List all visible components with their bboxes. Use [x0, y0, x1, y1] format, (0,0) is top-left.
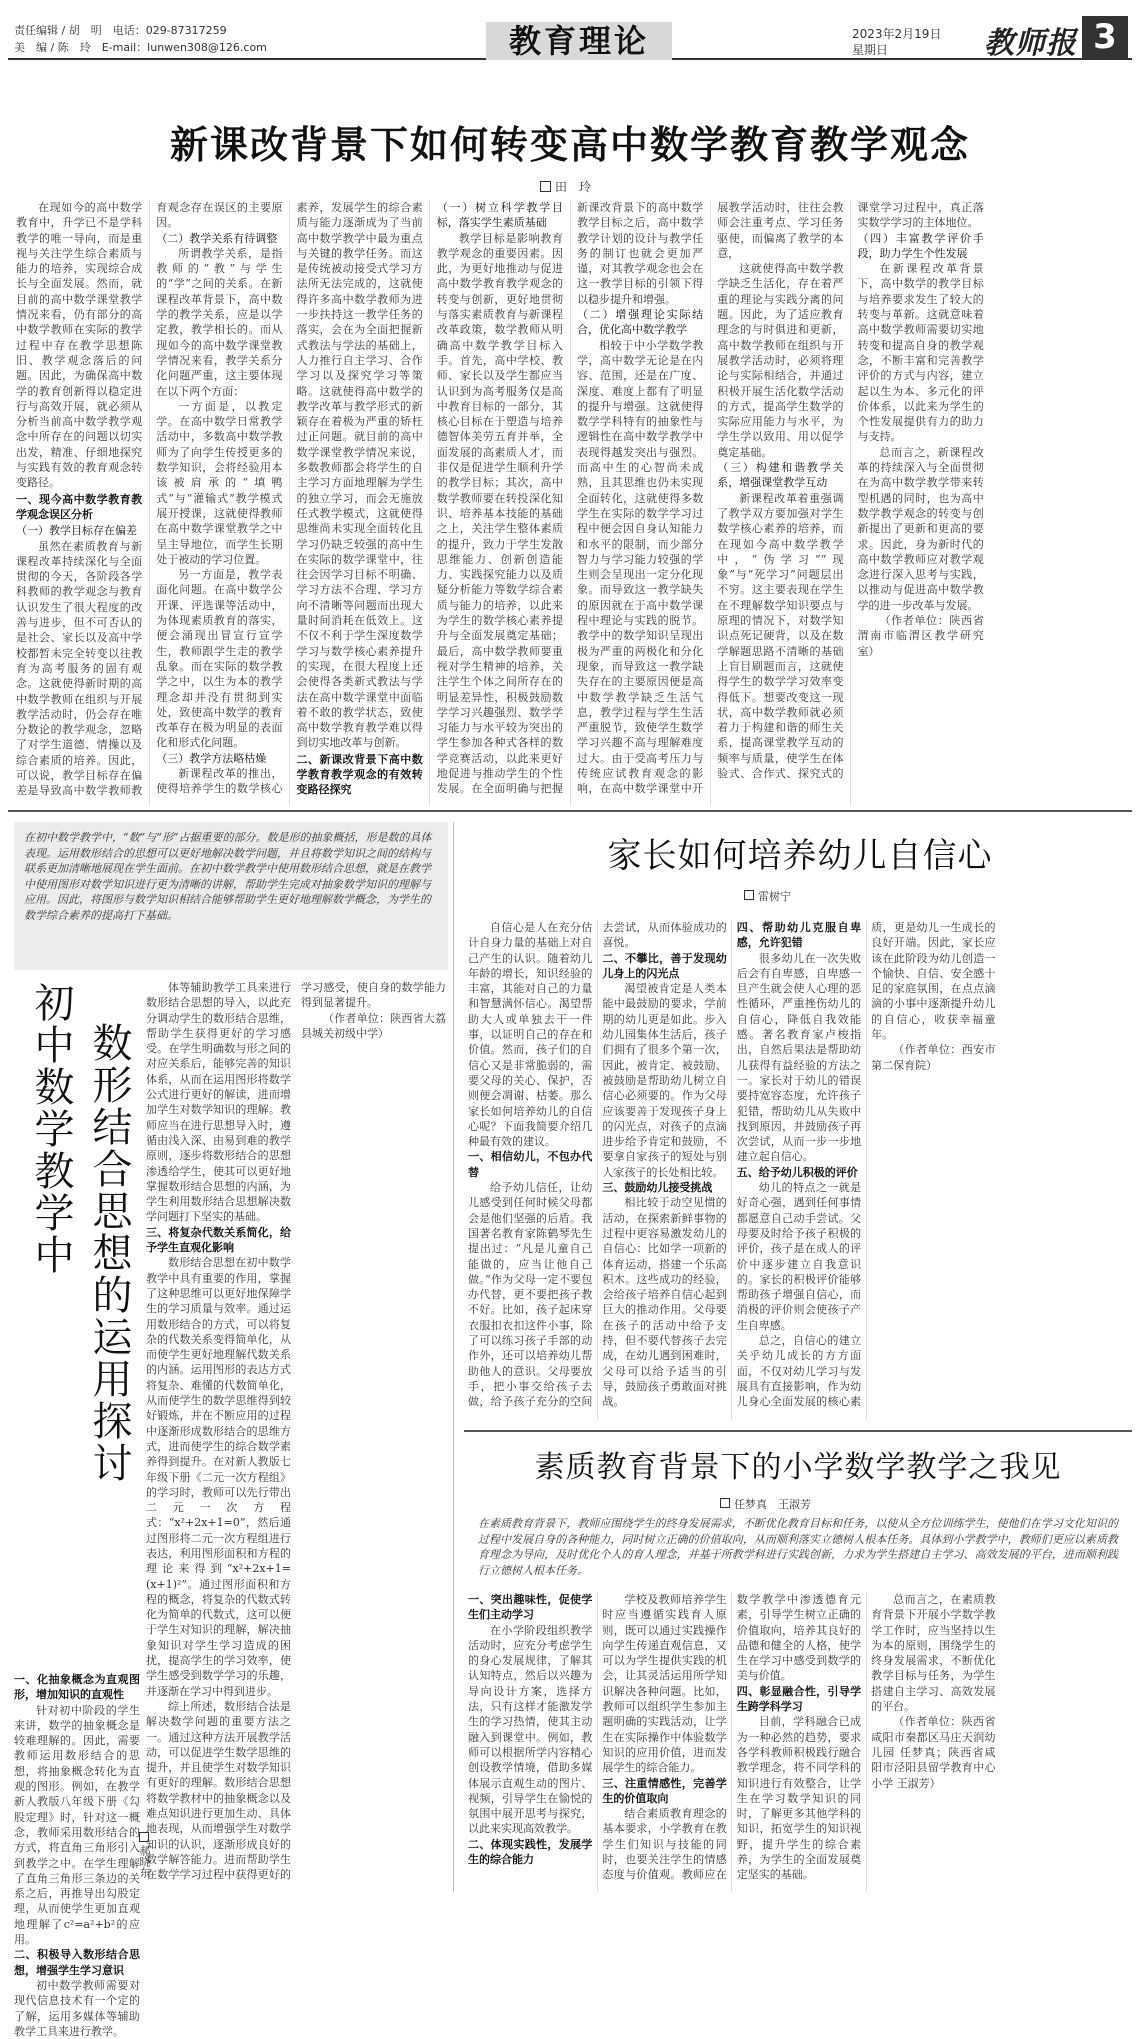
- article2-body: [146, 980, 446, 1886]
- author-affiliation: （作者单位：陕西省渭南市临渭区教学研究室）: [857, 614, 984, 658]
- paragraph: 针对初中阶段的学生来讲，数学的抽象概念是较难理解的。因此，需要教师运用数形结合的思想，将抽象概念转化为直观的图形。例如，在教学新人教版八年级下册《勾股定理》时，针对这一概念，教师采用数形结合的方式，将直角三角形引入到教学之中。在学生理解了直角三角形三条边的关系之后，再推导出勾股定理，从而使学生更加直观地理解了c²=a²+b²的应用。: [14, 1703, 140, 1947]
- paragraph: 教学目标是影响教育教学观念的重要因素。因此，为更好地推动与促进高中数学教育教学观念的转变与创新，更好地贯彻与落实素质教育与新课程改革政策，数学教师从明确高中数学教学目标入手。首先，高中学校、教师、家长以及学生都应当认识到为高考服务仅是高中教育目标的一部分，其核心目标在于塑造与培养德智体美劳五育并举，全面发展的高素质人才，而非仅是促进学生顺利升学的教学目标；其次，高中数学教师要在转投深化知识、培养基本技能的基础之上，关注学生整体素质的提升，致力于学生发散思维能力、创新创造能力、实践探究能力以及质疑分析能力等数学综合素质与能力的培养，以此来为学生的数学核心素养提升与全面发展奠定基础；最后，高中数学教师要重视对学生精神的培养，关注学生个体之间所存在的明显差异性，积极鼓励数学学习兴趣强烈、数学学习能力与水平较为突出的学生参加各种式各样的数学竞赛活动，以此来更好地促进与推动学生的个性发展。在全面明确与把握新课改背景下的高中数学教学目标之后，高中数学教学计划的设计与教学任务的制订也就会更加严谨，对其教学观念也会在这一教学目标的引领下得以稳步提升和增强。: [436, 201, 704, 796]
- section-heading: 二、不攀比，善于发现幼儿身上的闪光点: [602, 951, 727, 980]
- article2-author: 郝晓东: [136, 1832, 152, 1878]
- paragraph: 虽然在素质教育与新课程改革持续深化与全面贯彻的今天，各阶段各学科教师的教学观念与教育认识发生了很大程度的改善与进步，但不可否认的是社会、家长以及高中学校都暂未完全转变以往教育为高考服务的固有观念。这就使得新时期的高中数学教师在组织与开展教学活动时，仍会存在唯分数论的教学观念，忽略了对学生道德、情操以及综合素质的培养。因此，可以说，教学目标存在偏差是导致高中数学教师教育观念存在误区的主要原因。: [16, 201, 283, 798]
- article3-author: 雷树宁: [744, 888, 791, 904]
- section-heading: 一、现今高中数学教育教学观念误区分析: [16, 492, 143, 521]
- section-heading: 四、帮助幼儿克服自卑感，允许犯错: [736, 921, 862, 950]
- section-heading: 一、相信幼儿，不包办代替: [468, 1150, 593, 1179]
- paragraph: 一方面是，以教定学。在高中数学日常教学活动中，多数高中数学教师为了向学生传授更多的数学知识，会将经验用本该被肩承的“填鸭式”与“灌输式”教学模式展开授课，这就使得教师在高中数学课堂教学之中呈主导地位，而学生长期处于被动的学习位置。: [156, 399, 283, 566]
- section-heading: 二、积极导入数形结合思想，增强学生学习意识: [14, 1948, 140, 1977]
- newspaper-logo: 教师报: [984, 26, 1077, 61]
- paragraph: 渴望被肯定是人类本能中最鼓励的要求，学前期的幼儿更是如此。步入幼儿园集体生活后，孩子们拥有了很多个第一次，因此，被肯定、被鼓励、被鼓励是帮助幼儿树立自信心必须要的。作为父母应该要善于发现孩子身上的闪光点，对孩子的点滴进步给予肯定和鼓励，不要拿自家孩子的短处与别人家孩子的长处相比较。: [602, 982, 727, 1179]
- article3-body: [468, 920, 1130, 1420]
- article4-divider: [464, 1430, 1132, 1432]
- subsection-heading: （一）树立科学教学目标，落实学生素质基础: [436, 201, 563, 230]
- section-heading: 一、突出趣味性，促使学生们主动学习: [468, 1593, 593, 1622]
- date-text: 2023年2月19日: [852, 27, 942, 41]
- section-heading: 五、给予幼儿积极的评价: [736, 1165, 858, 1179]
- paragraph: 很多幼儿在一次失败后会有自卑感，自卑感一旦产生就会使人心理的恶性循环，严重挫伤幼儿的自信心，降低自我效能感。著名教育家卢梭指出，自然后果法是帮助幼儿获得有益经验的方法之一。家长对于幼儿的错误要持宽容态度，允许孩子犯错，帮助幼儿从失败中找到原因，并鼓励孩子再次尝试，从而一步一步地建立起自信心。: [736, 951, 862, 1164]
- paragraph: 在新课程改革背景下，高中数学的教学目标与培养要求发生了较大的转变与革新。这就意味着高中数学教师需要切实地转变和提高自身的教学观念，不断丰富和完善教学评价的方式与内容，建立起以生为本、多元化的评价体系，以此来为学生的个性发展提供有力的助力与支持。: [857, 262, 984, 444]
- article2-title-line1: 初中数学教学中: [28, 982, 74, 1276]
- paragraph: 结合素质教育理念的基本要求，小学教育在教学生们知识与技能的同时，也要关注学生的情感态度与价值观。教师应在数学教学中渗透德育元素，引导学生树立正确的价值取向，培养其良好的品德和健全的人格，使学生在学习中感受到数学的美与价值。: [602, 1593, 862, 1882]
- paragraph: 另一方面是，教学表面化问题。在高中数学公开课、评选课等活动中，为体现素质教育的落实，便会涌现出冒宣行宣学生，教师跟学生走的教学乱象。而在实际的数学教学之中，以生为本的教学理念却并没有贯彻到实处，致使高中数学的教育改革存在极为明显的表面化和形式化问题。: [156, 568, 283, 750]
- author-affiliation: （作者单位：陕西省大荔县城关初级中学）: [301, 1011, 446, 1040]
- section-divider: [8, 810, 1132, 812]
- author-affiliation: （作者单位：西安市第二保育院）: [871, 1043, 996, 1072]
- article1-author: 田 玲: [540, 178, 591, 195]
- paragraph: 新课程改革的推出，使得培养学生的数学核心素养，发展学生的综合素质与能力逐渐成为了当前高中数学教学中最为重点与关键的教学任务。而这是传统被动接受式学习方法所无法完成的，这就使得许多高中数学教师为进一步扶持这一教学任务的落实，会在为全面把握新式教法与学法的基础上，人力推行自主学习、合作学习以及探究学习等策略。这就使得高中数学的教学改革与教学形式的新颖存在着极为严重的矫枉过正问题。就目前的高中数学课堂教学情况来说，多数教师都会将学生的自主学习方面地理解为学生的独立学习，而会无施放任式教学模式，这就使得思维尚未实现全面转化且学习仍缺乏较强的高中生在实际的数学课堂中，往往会因学习目标不明确、学习方法不合理、学习方向不清晰等问题而出现大量时间消耗在低效上。这不仅不利于学生深度数学学习与数学核心素养提升的实现，在很大程度上还会使得各类新式教法与学法在高中数学课堂中面临着不敢的教学状态，致使高中数学教育教学难以得到切实地改革与创新。: [156, 201, 423, 796]
- article2-title-line2: 数形结合思想的运用探讨: [86, 1022, 132, 1484]
- subsection-heading: （二）教学关系有待调整: [156, 231, 278, 245]
- paragraph: 新课程改革着重强调了教学双方要加强对学生数学核心素养的培养，而在现如今高中数学教学中，“伪学习”“现象”与“死学习”问题层出不穷。这主要表现在学生在不理解数学知识要点与原理的情况下，对数学知识点死记硬背，以及在数学解题思路不清晰的基础上盲目刷题而言，这就使得学生的数学学习效率变得低下。想要改变这一现状，高中数学教师就必须着力于构建和谐的师生关系，提高课堂教学互动的频率与质量，使学生在体验式、合作式、探究式的课堂学习过程中，真正落实数学学习的主体地位。: [717, 201, 984, 780]
- paragraph: 数形结合思想在初中数学教学中具有重要的作用，掌握了这种思维可以更好地保障学生的学习质量与效率。通过运用数形结合的方式，可以将复杂的代数关系变得简单化，从而使学生更好地理解代数关系的内涵。运用图形的表达方式将复杂、难懂的代数简单化，从而使学生的数学思维得到较好锻炼，并在不断应用的过程中逐渐形成数形结合的思维方式，进而使学生的综合数学素养得到提升。在对新人教版七年级下册《二元一次方程组》的学习时，教师可以先行带出二元一次方程式：“x²+2x+1=0”，然后通过图形将二元一次方程组进行表达，利用图形面积和方程的理论来得到“x²+2x+1=(x+1)²”。通过图形面积和方程的概念，将复杂的代数式转化为简单的代数式，这可以便于学生对知识的理解，解决抽象知识对学生学习造成的困扰，提高学生的学习效率，使学生感受到数学学习的乐趣，并逐渐在学习中得到进步。: [146, 1256, 291, 1698]
- article3-title: 家长如何培养幼儿自信心: [607, 836, 993, 876]
- article4-author: 任梦真 王淑芳: [720, 1496, 811, 1512]
- article1-title: 新课改背景下如何转变高中数学教育教学观念: [169, 123, 970, 167]
- issue-date: [852, 26, 941, 58]
- subsection-heading: （四）丰富教学评价手段，助力学生个性发展: [857, 231, 984, 260]
- paragraph: 给予幼儿信任，让幼儿感受到任何时候父母都会是他们坚强的后盾。我国著名教育家陈鹤琴先生提出过：“凡是儿童自己能做的，应当让他自己做。”作为父母一定不要包办代替，更不要把孩子教不好。比如，孩子起床穿衣服扣衣扣这件小事，除了可以练习孩子手部的动作外，还可以培养幼儿帮助他人的意识。父母要放手，把小事交给孩子去做，给予孩子充分的空间去尝试，从而体验成功的喜悦。: [468, 921, 727, 1409]
- article2-abstract: 在初中数学教学中，“数”与“形”占据重要的部分。数是形的抽象概括，形是数的具体表现。运用数形结合的思想可以更好地解决数学问题，并且将数学知识之间的结构与联系更加清晰地展现在学生面前。在初中数学教学中使用数形结合思想，就是在教学中使用图形对数学知识进行更为清晰的讲解，帮助学生完成对抽象数学知识的理解与应用。因此，将图形与数学知识相结合能够帮助学生更好地理解数学概念，为学生的数学综合素养的提高打下基础。: [14, 822, 448, 970]
- editor-line: 责任编辑 / 胡 明 电话：029-87317259: [14, 24, 227, 37]
- article2: [14, 822, 454, 2038]
- paragraph: 总而言之，新课程改革的持续深入与全面贯彻在为高中数学教学带来转型机遇的同时，也为高中数学教学观念的转变与创新提出了更新和更高的要求。因此，身为新时代的高中数学教师应对教学观念进行深入思考与实践，以推动与促进高中数学教学的进一步改革与发展。: [857, 445, 984, 612]
- paragraph: 目前，学科融合已成为一种必然的趋势，要求各学科教师积极践行融合教学理念，将不同学科的知识进行有效整合，让学生在学习数学知识的同时，了解更多其他学科的知识，拓宽学生的知识视野，提升学生的综合素养，为学生的全面发展奠定坚实的基础。: [736, 1715, 862, 1882]
- editor-info: [14, 22, 267, 56]
- section-heading: 三、鼓励幼儿接受挑战: [602, 1181, 713, 1195]
- article1-body: [16, 200, 1124, 806]
- section-heading: 三、注重情感性，完善学生的价值取向: [602, 1776, 727, 1805]
- author-affiliation: （作者单位：陕西省咸阳市秦都区马庄天润幼儿园 任梦真；陕西省咸阳市泾阳县留学教育中心小学 王淑芳）: [871, 1715, 996, 1790]
- paragraph: 相较于中小学数学教学，高中数学无论是在内容、范围，还是在广度、深度、难度上都有了明显的提升与增强。这就使得数学学科特有的抽象性与逻辑性在高中数学教学中表现得越发突出与强烈。而高中生的心智尚未成熟，且其思维也仍未实现全面转化，这就使得多数学生在实际的数学学习过程中便会因自身认知能力和水平的限制，而少部分智力与学习能力较强的学生则会呈现出一定分化现象。而导致这一教学缺失的原因就在于高中数学课程中理论与实践的脱节。教学中的数学知识呈现出极为严重的两极化和分化现象，而导致这一教学缺失存在的主要原因便是高中数学教学缺乏生活气息，教学过程与学生生活严重脱节，致使学生数学学习兴趣不高与理解难度过大。由于受高考压力与传统应试教育观念的影响，在高中数学课堂中开展教学活动时，往往会教师会注重考点、学习任务驱使，而偏离了教学的本意，: [577, 201, 844, 796]
- section-title: 教育理论: [486, 22, 672, 60]
- subsection-heading: （三）构建和谐教学关系，增强课堂教学互动: [717, 461, 844, 490]
- paragraph: 在小学阶段组织教学活动时，应充分考虑学生的身心发展规律，了解其认知特点，然后以兴趣为导向设计方案，选择方法，只有这样才能激发学生的学习热情，使其主动融入到课堂中。例如，教师可以根据所学内容精心创设教学情境，借助多媒体展示直观生动的图片、视频，引导学生在愉悦的氛围中展开思考与探究，以此来实现高效教学。: [468, 1623, 593, 1836]
- section-heading: 一、化抽象概念为直观图形，增加知识的直观性: [14, 1673, 140, 1702]
- subsection-heading: （三）教学方法略枯燥: [156, 751, 267, 765]
- paragraph: 这就使得高中数学教学缺乏生活化，存在着严重的理论与实践分离的问题。因此，为了适应教育理念的与时俱进和更新，高中数学教师在组织与开展教学活动时，必须将理论与实际相结合，并通过积极开展生活化数学活动的方式，提高学生数学的实际应用能力与水平，为学生学以致用、用以促学奠定基础。: [717, 262, 844, 459]
- paragraph: 幼儿的特点之一就是好奇心强，遇到任何事情都愿意自己动手尝试。父母要及时给予孩子积极的评价，孩子是在成人的评价中逐步建立自我意识的。家长的积极评价能够帮助孩子增强自信心，而消极的评价则会使孩子产生自卑感。: [736, 1181, 862, 1332]
- article2-body-left: [14, 1672, 140, 2038]
- paragraph: 学校及教师培养学生时应当遵循实践育人原则，既可以通过实践操作向学生传递直观信息，又可以为学生提供实践的机会，让其灵活运用所学知识解决各种问题。比如，教师可以组织学生参加主题明确的实践活动，让学生在实际操作中体验数学知识的应用价值，进而发展学生的综合能力。: [602, 1593, 727, 1775]
- paragraph: 所谓教学关系，是指教师的“教”与学生的“学”之间的关系。在新课程改革背景下，高中数学的教学关系，应是以学定教，教学相长的。而从现如今的高中数学课堂教学情况来看，教学关系分化问题严重，这主要体现在以下两个方面：: [156, 246, 283, 398]
- subsection-heading: （二）增强理论实际结合，优化高中数学教学: [577, 308, 704, 337]
- article4-title: 素质教育背景下的小学数学教学之我见: [534, 1450, 1062, 1485]
- paragraph: 自信心是人在充分估计自身力量的基础上对自己产生的认识。随着幼儿年龄的增长，知识经验的丰富，其能对自己的力量和智慧满怀信心。渴望帮助大人或单独去干一件事，以证明自己的存在和价值。然而，孩子们的自信心又是非常脆弱的，需要父母的关心、保护，否则便会凋谢、枯萎。那么家长如何培养幼儿的自信心呢？下面我简要介绍几种最有效的建议。: [468, 921, 593, 1149]
- paragraph: 综上所述，数形结合法是解决数学问题的重要方法之一。通过这种方法开展教学活动，可以促进学生数学思维的提升，并且使学生对数学知识有更好的理解。数形结合思想将数学教材中的抽象概念以及难点知识进行更加生动、具体地表现，从而增强学生对数学知识的认识，逐渐形成良好的数学解答能力。进而帮助学生在数学学习过程中获得更好的学习感受，使自身的数学能力得到显著提升。: [146, 981, 446, 1882]
- paragraph: 体等辅助教学工具来进行数形结合思想的导入，以此充分调动学生的数形结合思维，帮助学生获得更好的学习感受。在学生明确数与形之间的对应关系后，能够完善的知识体系，从而在运用图形将数学公式进行更好的解读，进而增加学生对数学知识的理解。教师应当在进行思想导入时，遵循由浅入深、由易到难的教学原则，逐步将数形结合的思想渗透给学生，使其可以更好地掌握数形结合思想的内涵，为学生利用数形结合思想解决数学问题打下坚实的基础。: [146, 981, 291, 1224]
- paragraph: 总而言之，在素质教育背景下开展小学数学教学工作时，应当坚持以生为本的原则，围绕学生的终身发展需求，不断优化教学目标与任务，为学生搭建自主学习、高效发展的平台。: [871, 1593, 996, 1714]
- subsection-heading: （一）教学目标存在偏差: [16, 524, 137, 538]
- article4-abstract: 在素质教育背景下，教师应围绕学生的终身发展需求，不断优化教育目标和任务，以使从全方位训练学生，使他们在学习文化知识的过程中发展自身的各种能力，同时树立正确的价值取向，从而顺利落实立德树人根本任务。具体到小学教学中，教师们更应以素质教育理念为导向，及时优化个人的育人理念，并基于所教学科进行实践创新，力求为学生搭建自主学习、高效发展的平台，进而顺利践行立德树人根本任务。: [478, 1517, 1118, 1577]
- article2-title: [18, 982, 148, 1642]
- weekday-text: 星期日: [852, 43, 889, 57]
- page-number: 3: [1082, 16, 1128, 58]
- article4-body: [468, 1592, 1130, 1892]
- paragraph: 总之，自信心的建立关乎幼儿成长的方方面面，不仅对幼儿学习与发展具有直接影响，作为幼儿身心全面发展的核心素质，更是幼儿一生成长的良好开端。因此，家长应该在此阶段为幼儿创造一个愉快、自信、安全感十足的家庭氛围，在点点滴滴的小事中逐渐提升幼儿的自信心，收获幸福童年。: [736, 921, 996, 1409]
- section-heading: 二、体现实践性，发展学生的综合能力: [468, 1837, 593, 1867]
- paragraph: 相比较于动空见惯的活动，在探索新鲜事物的过程中更容易激发幼儿的自信心：比如学一项新的体育运动，搭建一个乐高积木。这些成功的经验，会给孩子培养自信心起到巨大的推动作用。父母要在孩子的活动中给予支持，但不要代替孩子去完成，在幼儿遇到困难时，父母可以给予适当的引导，鼓励孩子勇敢面对挑战。: [602, 1196, 727, 1409]
- section-heading: 四、彰显融合性，引导学生跨学科学习: [736, 1684, 862, 1714]
- art-editor-line: 美 编 / 陈 玲 E-mail：lunwen308@126.com: [14, 41, 267, 54]
- paragraph: 在现如今的高中数学教育中，升学已不是学科教学的唯一导向，而是重视与关注学生综合素质与能力的培养，实现综合成长与全面发展。然而，就目前的高中数学课堂教学情况来看，仍有部分的高中数学教师在实际的教学过程中存在教学思想陈旧、教学观念落后的问题。因此，为确保高中数学的教育创新得以稳定进行与高效开展，就必须从分析当前高中数学教学观念中所存在的问题以切实出发，精准、仔细地探究与实践有效的教育观念转变路径。: [16, 201, 143, 490]
- section-heading: 二、新课改背景下高中数学教育教学观念的有效转变路径探究: [296, 752, 423, 797]
- masthead: [8, 8, 1132, 60]
- paragraph: 初中数学教师需要对现代信息技术有一个定的了解，运用多媒体等辅助教学工具来进行教学。: [14, 1978, 140, 2038]
- section-heading: 三、将复杂代数关系简化，给予学生直观化影响: [146, 1225, 291, 1255]
